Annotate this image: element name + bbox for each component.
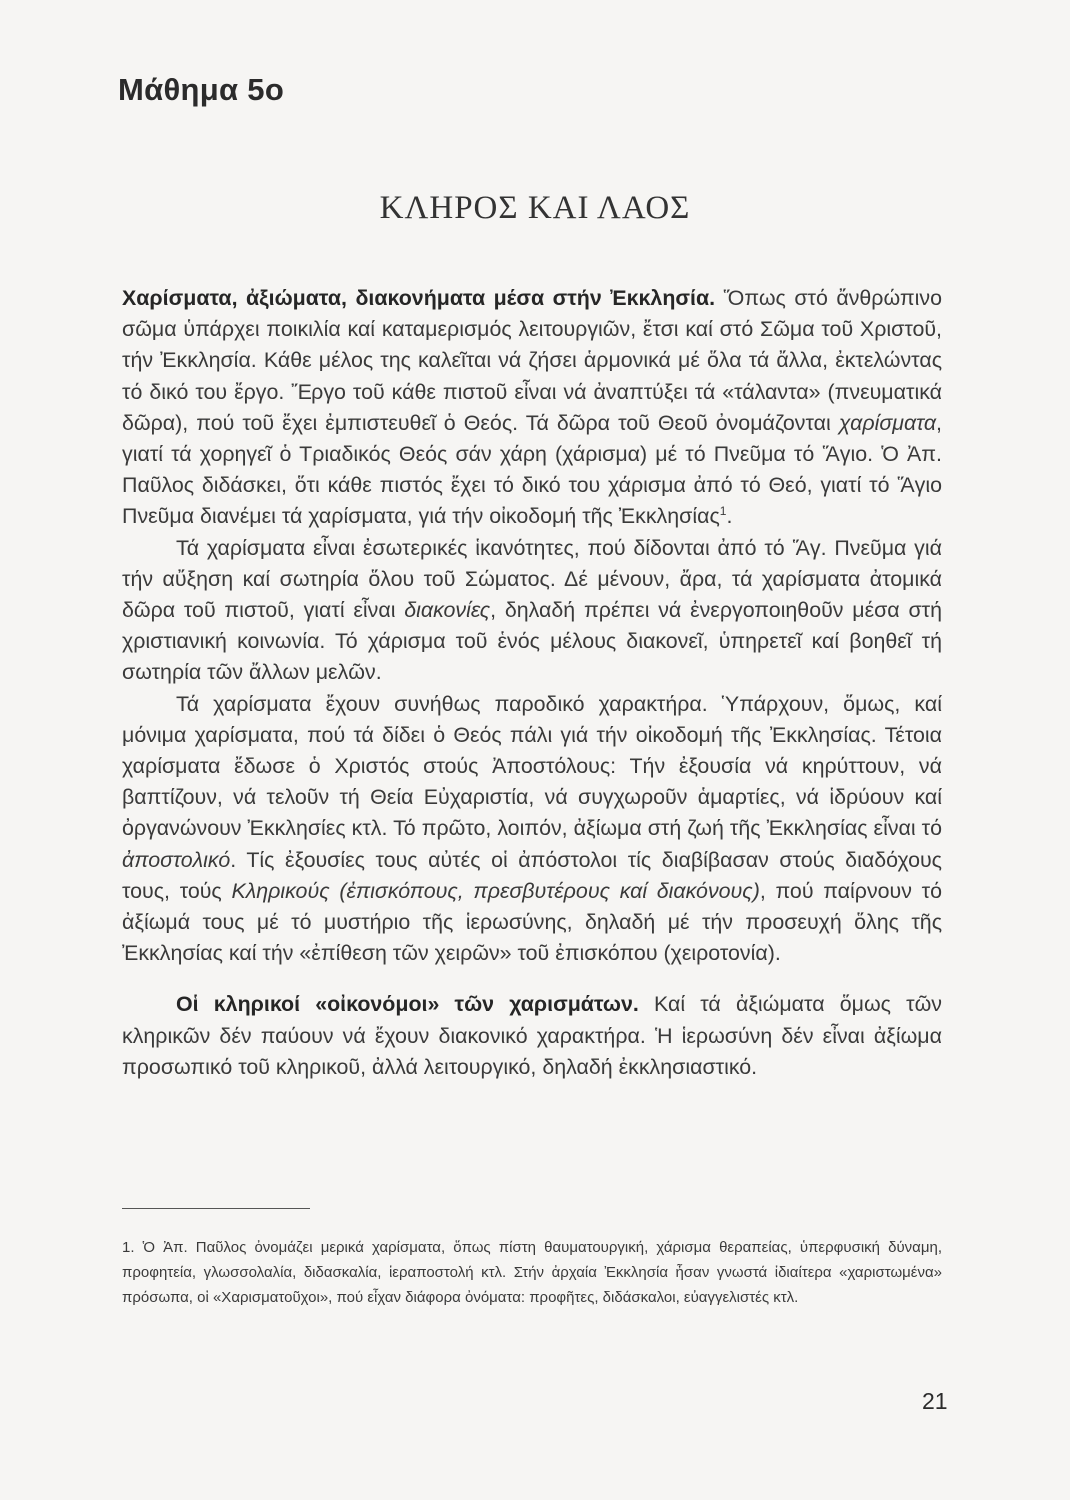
paragraph-4: Οἱ κληρικοί «οἰκονόμοι» τῶν χαρισμάτων. Καί τά ἀξιώματα ὅμως τῶν κληρικῶν δέν παύουν νά ἔχουν διακονικό χαρακτήρα. Ἡ ἱερωσύνη δέν εἶναι ἀξίωμα προσωπικό τοῦ κληρικοῦ, ἀλλά λειτουργικό, δηλαδή ἐκκλησιαστικό. xyxy=(122,992,942,1079)
footnote-divider xyxy=(122,1208,310,1209)
paragraph-1: Χαρίσματα, ἀξιώματα, διακονήματα μέσα στήν Ἐκκλησία. Ὅπως στό ἄνθρώπινο σῶμα ὑπάρχει ποικιλία καί καταμερισμός λειτουργιῶν, ἔτσι καί στό Σῶμα τοῦ Χριστοῦ, τήν Ἐκκλησία. Κάθε μέλος της καλεῖται νά ζήσει ἁρμονικά μέ ὅλα τά ἄλλα, ἐκτελώντας τό δικό του ἔργο. Ἔργο τοῦ κάθε πιστοῦ εἶναι νά ἀναπτύξει τά «τάλαντα» (πνευματικά δῶρα), πού τοῦ ἔχει ἐμπιστευθεῖ ὁ Θεός. Τά δῶρα τοῦ Θεοῦ ὀνομάζονται χαρίσματα, γιατί τά χορηγεῖ ὁ Τριαδικός Θεός σάν χάρη (χάρισμα) μέ τό Πνεῦμα τό Ἅγιο. Ὁ Ἀπ. Παῦλος διδάσκει, ὅτι κάθε πιστός ἔχει τό δικό του χάρισμα ἀπό τό Θεό, γιατί τό Ἅγιο Πνεῦμα διανέμει τά χαρίσματα, γιά τήν οἰκοδομή τῆς Ἐκκλησίας$^1$. xyxy=(122,286,942,529)
footnote: 1. Ὁ Ἀπ. Παῦλος ὀνομάζει μερικά χαρίσματα, ὅπως πίστη θαυματουργική, χάρισμα θεραπείας, ὑπερφυσική δύναμη, προφητεία, γλωσσολαλία, διδασκαλία, ἱεραποστολή κτλ. Στήν ἀρχαία Ἐκκλησία ἦσαν γνωστά ἰδιαίτερα «χαριστωμένα» πρόσωπα, οἱ «Χαρισματοῦχοι», πού εἶχαν διάφορα ὀνόματα: προφῆτες, διδάσκαλοι, εὐαγγελιστές κτλ. xyxy=(122,1239,942,1306)
paragraph-2: Τά χαρίσματα εἶναι ἐσωτερικές ἱκανότητες, πού δίδονται ἀπό τό Ἅγ. Πνεῦμα γιά τήν αὔξηση καί σωτηρία ὅλου τοῦ Σώματος. Δέ μένουν, ἄρα, τά χαρίσματα ἀτομικά δῶρα τοῦ πιστοῦ, γιατί εἶναι διακονίες, δηλαδή πρέπει νά ἐνεργοποιηθοῦν μέσα στή χριστιανική κοινωνία. Τό χάρισμα τοῦ ἑνός μέλους διακονεῖ, ὑπηρετεῖ καί βοηθεῖ τή σωτηρία τῶν ἄλλων μελῶν. xyxy=(122,535,942,685)
footnote-ref: 1 xyxy=(719,504,727,519)
main-text xyxy=(122,283,942,1083)
lesson-title: Μάθημα 5ο xyxy=(118,72,285,107)
page-number: 21 xyxy=(922,1388,948,1414)
section-heading-charismata: Χαρίσματα, ἀξιώματα, διακονήματα μέσα στήν Ἐκκλησία. xyxy=(122,286,716,310)
chapter-title: ΚΛΗΡΟΣ ΚΑΙ ΛΑΟΣ xyxy=(379,190,691,226)
paragraph-3: Τά χαρίσματα ἔχουν συνήθως παροδικό χαρακτήρα. Ὑπάρχουν, ὅμως, καί μόνιμα χαρίσματα, πού τά δίδει ὁ Θεός πάλι γιά τήν οἰκοδομή τῆς Ἐκκλησίας. Τέτοια χαρίσματα ἔδωσε ὁ Χριστός στούς Ἀποστόλους: Τήν ἐξουσία νά κηρύττουν, νά βαπτίζουν, νά τελοῦν τή Θεία Εὐχαριστία, νά συγχωροῦν ἁμαρτίες, νά ἱδρύουν καί ὀργανώνουν Ἐκκλησίες κτλ. Τό πρῶτο, λοιπόν, ἀξίωμα στή ζωή τῆς Ἐκκλησίας εἶναι τό ἀποστολικό. Τίς ἐξουσίες τους αὐτές οἱ ἀπόστολοι τίς διαβίβασαν στούς διαδόχους τους, τούς Κληρικούς (ἐπισκόπους, πρεσβυτέρους καί διακόνους), πού παίρνουν τό ἀξίωμά τους μέ τό μυστήριο τῆς ἱερωσύνης, δηλαδή μέ τήν προσευχή ὅλης τῆς Ἐκκλησίας καί τήν «ἐπίθεση τῶν χειρῶν» τοῦ ἐπισκόπου (χειροτονία). xyxy=(122,691,942,966)
section-heading-clergy: Οἱ κληρικοί «οἰκονόμοι» τῶν χαρισμάτων. xyxy=(176,992,639,1017)
